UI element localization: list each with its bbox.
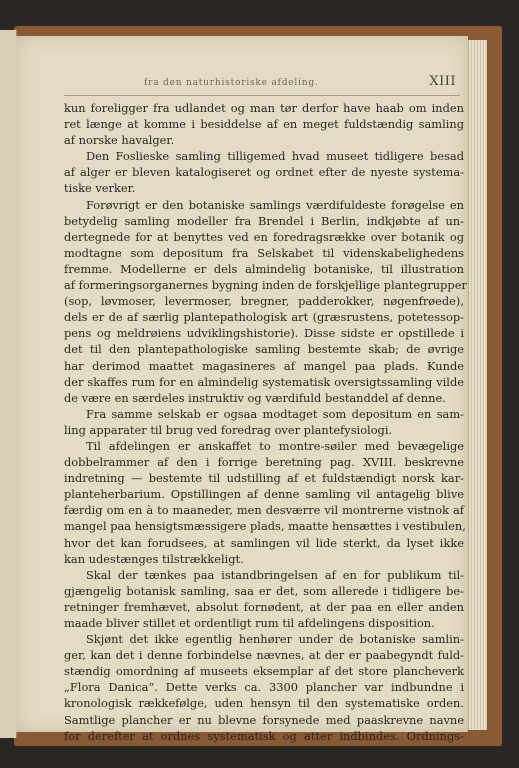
text-line: Samtlige plancher er nu blevne forsynede med paaskrevne navne bbox=[64, 712, 464, 727]
text-line: pens og meldrøiens udviklingshistorie). Disse sidste er opstillede i bbox=[64, 326, 464, 341]
text-line: Til afdelingen er anskaffet to montre-søiler med bevægelige bbox=[86, 438, 464, 453]
text-line: retninger fremhævet, absolut fornødent, at der paa en eller anden bbox=[64, 599, 464, 614]
text-line: planteherbarium. Opstillingen af denne samling vil antagelig blive bbox=[64, 487, 464, 502]
text-line: tiske verker. bbox=[64, 181, 136, 196]
page-header bbox=[46, 74, 456, 92]
text-line: hvor det kan forudsees, at samlingen vil lide sterkt, da lyset ikke bbox=[64, 535, 464, 550]
text-line: stændig omordning af museets eksemplar af det store plancheverk bbox=[64, 664, 464, 679]
left-page-edge bbox=[0, 30, 17, 738]
text-line: ling apparater til brug ved foredrag over plantefysiologi. bbox=[64, 422, 393, 437]
text-line: der skaffes rum for en almindelig systematisk oversigtssamling vilde bbox=[64, 374, 464, 389]
text-line: Skjønt det ikke egentlig henhører under de botaniske samlin- bbox=[86, 632, 464, 647]
text-line: (sop, løvmoser, levermoser, bregner, padderokker, nøgenfrøede), bbox=[64, 294, 464, 309]
text-line: af norske havalger. bbox=[64, 133, 175, 148]
text-line: ret længe at komme i besiddelse af en meget fuldstændig samling bbox=[64, 117, 464, 132]
text-line: betydelig samling modeller fra Brendel i Berlin, indkjøbte af un- bbox=[64, 213, 464, 228]
text-line: kun foreligger fra udlandet og man tør derfor have haab om inden bbox=[64, 101, 464, 115]
text-line: kan udestænges tilstrækkeligt. bbox=[64, 551, 244, 566]
text-line: Fra samme selskab er ogsaa modtaget som depositum en sam- bbox=[86, 406, 464, 421]
text-line: af formeringsorganernes bygning inden de forskjellige plantegrupper bbox=[64, 278, 467, 293]
text-line: mangel paa hensigtsmæssigere plads, maatte hensættes i vestibulen, bbox=[64, 519, 466, 534]
text-line: modtagne som depositum fra Selskabet til videnskabelighedens bbox=[64, 245, 464, 260]
header-rule bbox=[64, 95, 460, 96]
text-line: det til den plantepathologiske samling bestemte skab; de øvrige bbox=[64, 342, 464, 357]
text-line: maade bliver stillet et ordentligt rum til afdelingens disposition. bbox=[64, 616, 435, 630]
page-number: XIII bbox=[429, 74, 456, 89]
body-text bbox=[64, 100, 467, 744]
text-line: indretning — bestemte til udstilling af et fuldstændigt norsk kar- bbox=[64, 471, 464, 486]
text-line: Skal der tænkes paa istandbringelsen af en for publikum til- bbox=[86, 567, 464, 582]
text-line: dels er de af særlig plantepathologisk art (græsrustens, potetessop- bbox=[64, 310, 464, 325]
running-head: fra den naturhistoriske afdeling. bbox=[144, 78, 319, 88]
text-line: de være en særdeles instruktiv og værdifuld bestanddel af denne. bbox=[64, 390, 446, 405]
text-line: „Flora Danica“. Dette verks ca. 3300 plancher var indbundne i bbox=[64, 680, 464, 695]
text-line: har derimod maattet magasineres af mangel paa plads. Kunde bbox=[64, 358, 464, 373]
text-line: gjængelig botanisk samling, saa er det, som allerede i tidligere be- bbox=[64, 583, 464, 598]
text-line: færdig om en à to maaneder, men desværre vil montrerne vistnok af bbox=[64, 503, 464, 518]
text-line: Den Foslieske samling tilligemed hvad museet tidligere besad bbox=[86, 149, 464, 164]
text-line: ger, kan det i denne forbindelse nævnes, at der er paabegyndt fuld- bbox=[64, 648, 464, 663]
text-line: dertegnede for at benyttes ved en foredragsrække over botanik og bbox=[64, 229, 464, 244]
text-line: for derefter at ordnes systematisk og atter indbindes. Ordnings- bbox=[64, 728, 464, 743]
page-stack-edge bbox=[468, 40, 487, 730]
text-line: af alger er bleven katalogiseret og ordnet efter de nyeste systema- bbox=[64, 165, 464, 180]
text-line: kronologisk rækkefølge, uden hensyn til den systematiske orden. bbox=[64, 696, 464, 711]
text-line: fremme. Modellerne er dels almindelig botaniske, til illustration bbox=[64, 261, 464, 276]
text-line: Forøvrigt er den botaniske samlings værdifuldeste forøgelse en bbox=[86, 197, 464, 212]
text-line: dobbelrammer af den i forrige beretning pag. XVIII. beskrevne bbox=[64, 455, 464, 470]
